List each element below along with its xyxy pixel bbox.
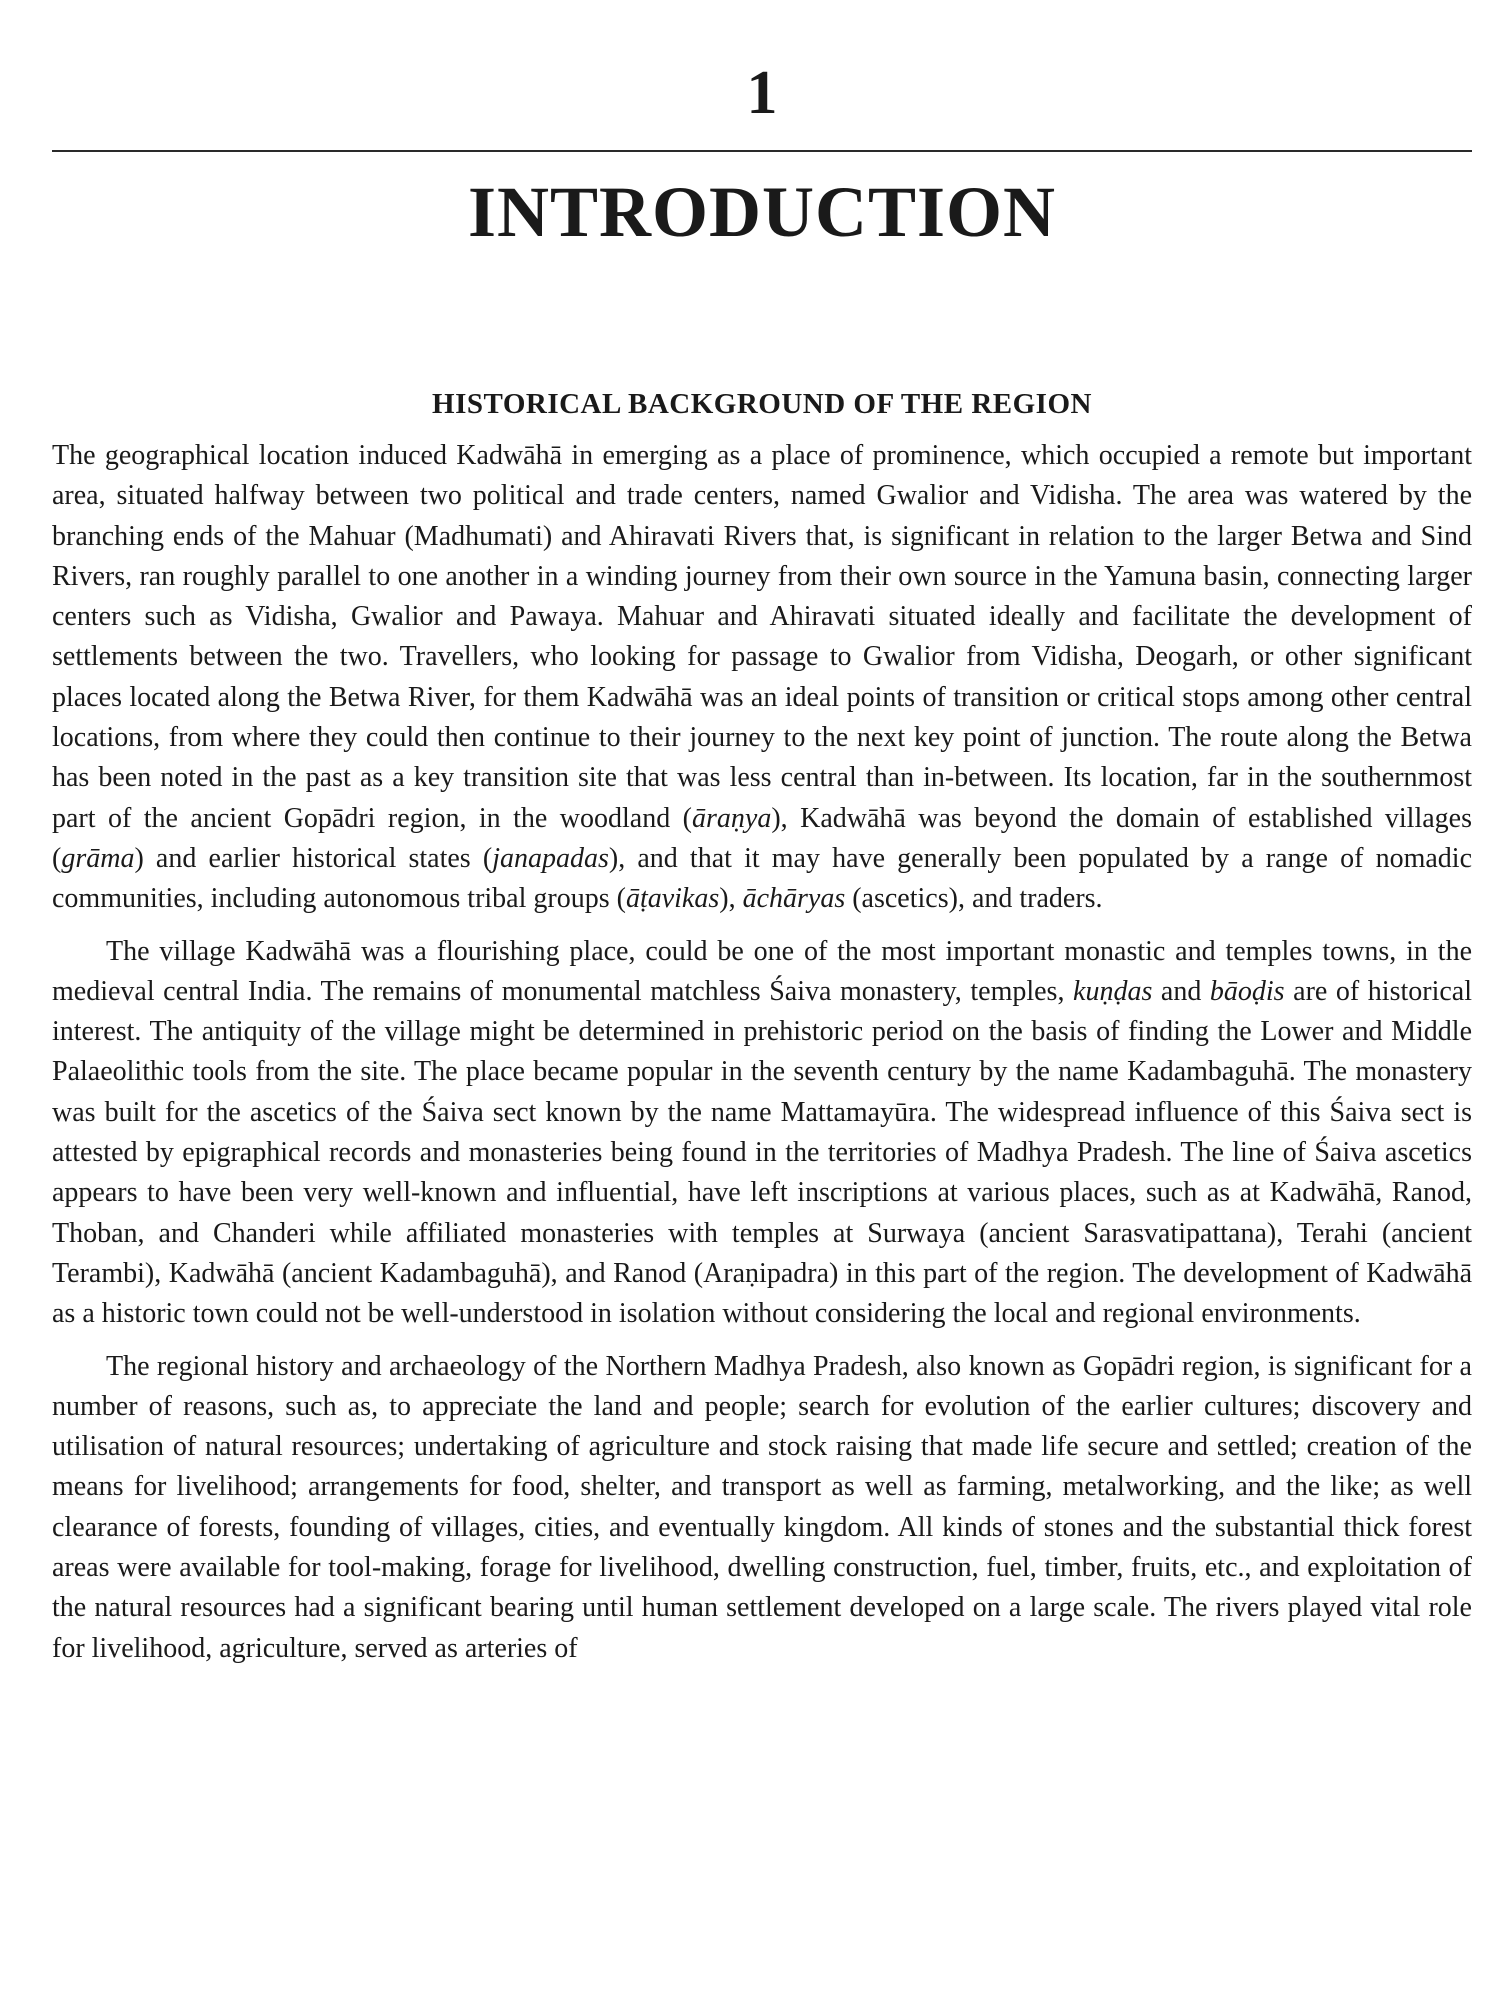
section-heading: HISTORICAL BACKGROUND OF THE REGION <box>432 388 1092 420</box>
paragraph-2: The village Kadwāhā was a flourishing place, could be one of the most important monastic and temples towns, in the medieval central India. The remains of monumental matchless Śaiva monastery, temples, kuṇḍas and bāoḍis are of historical interest. The antiquity of the village might be determined in prehistoric period on the basis of finding the Lower and Middle Palaeolithic tools from the site. The place became popular in the seventh century by the name Kadambaguhā. The monastery was built for the ascetics of the Śaiva sect known by the name Mattamayūra. The widespread influence of this Śaiva sect is attested by epigraphical records and monasteries being found in the territories of Madhya Pradesh. The line of Śaiva ascetics appears to have been very well-known and influential, have left inscriptions at various places, such as at Kadwāhā, Ranod, Thoban, and Chanderi while affiliated monasteries with temples at Surwaya (ancient Sarasvatipattana), Terahi (ancient Terambi), Kadwāhā (ancient Kadambaguhā), and Ranod (Araṇipadra) in this part of the region. The development of Kadwāhā as a historic town could not be well-understood in isolation without considering the local and regional environments. <box>52 935 1472 1330</box>
document-page <box>52 0 1472 2000</box>
term-baodis: bāoḍis <box>1209 975 1285 1007</box>
chapter-number: 1 <box>746 59 778 127</box>
term-acharyas: āchāryas <box>742 883 846 915</box>
term-atavikas: āṭavikas <box>625 883 720 915</box>
paragraph-1: The geographical location induced Kadwāhā in emerging as a place of prominence, which occupied a remote but important area, situated halfway between two political and trade centers, named Gwalior and Vidisha. The area was watered by the branching ends of the Mahuar (Madhumati) and Ahiravati Rivers that, is significant in relation to the larger Betwa and Sind Rivers, ran roughly parallel to one another in a winding journey from their own source in the Yamuna basin, connecting larger centers such as Vidisha, Gwalior and Pawaya. Mahuar and Ahiravati situated ideally and facilitate the development of settlements between the two. Travellers, who looking for passage to Gwalior from Vidisha, Deogarh, or other significant places located along the Betwa River, for them Kadwāhā was an ideal points of transition or critical stops among other central locations, from where they could then continue to their journey to the next key point of junction. The route along the Betwa has been noted in the past as a key transition site that was less central than in-between. Its location, far in the southernmost part of the ancient Gopādri region, in the woodland (āraṇya), Kadwāhā was beyond the domain of established villages (grāma) and earlier historical states (janapadas), and that it may have generally been populated by a range of nomadic communities, including autonomous tribal groups (āṭavikas), āchāryas (ascetics), and traders. <box>52 440 1473 915</box>
term-kundas: kuṇḍas <box>1073 975 1153 1007</box>
body-text <box>52 436 1472 1681</box>
term-aranya: āraṇya <box>692 802 772 834</box>
header-rule <box>52 150 1472 152</box>
paragraph-3: The regional history and archaeology of the Northern Madhya Pradesh, also known as Gopādri region, is significant for a number of reasons, such as, to appreciate the land and people; search for evolution of the earlier cultures; discovery and utilisation of natural resources; undertaking of agriculture and stock raising that made life secure and settled; creation of the means for livelihood; arrangements for food, shelter, and transport as well as farming, metalworking, and the like; as well clearance of forests, founding of villages, cities, and eventually kingdom. All kinds of stones and the substantial thick forest areas were available for tool-making, forage for livelihood, dwelling construction, fuel, timber, fruits, etc., and exploitation of the natural resources had a significant bearing until human settlement developed on a large scale. The rivers played vital role for livelihood, agriculture, served as arteries of <box>52 1350 1472 1664</box>
chapter-title: INTRODUCTION <box>467 172 1057 252</box>
term-grama: grāma <box>61 842 135 874</box>
term-janapadas: janapadas <box>492 842 609 874</box>
